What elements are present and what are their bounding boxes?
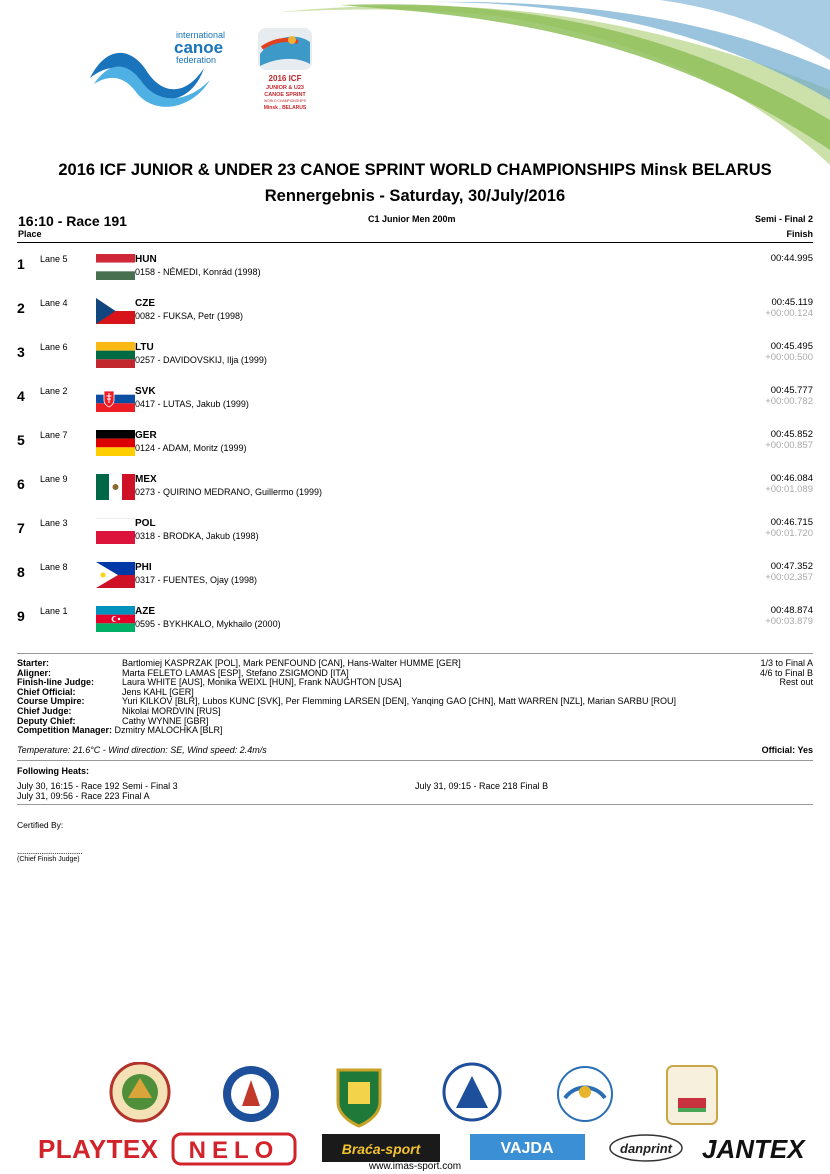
result-nation: LTU bbox=[135, 342, 154, 353]
following-heat: July 31, 09:56 - Race 223 Final A bbox=[17, 791, 150, 801]
result-gap: +00:00.124 bbox=[765, 308, 813, 319]
following-heat: July 31, 09:15 - Race 218 Final B bbox=[415, 781, 549, 791]
results-divider bbox=[17, 653, 813, 654]
result-lane: Lane 4 bbox=[40, 298, 68, 308]
header-swoosh-graphic bbox=[280, 0, 830, 165]
result-gap: +00:03.879 bbox=[765, 616, 813, 627]
footer-url: www.imas-sport.com bbox=[368, 1161, 462, 1172]
result-athlete: 0417 - LUTAS, Jakub (1999) bbox=[135, 399, 249, 409]
official-role: Aligner: bbox=[17, 667, 52, 678]
result-row bbox=[0, 474, 830, 518]
result-place: 2 bbox=[17, 300, 25, 316]
result-athlete: 0257 - DAVIDOVSKIJ, Ilja (1999) bbox=[135, 355, 267, 365]
result-row bbox=[0, 606, 830, 650]
result-athlete: 0318 - BRODKA, Jakub (1998) bbox=[135, 531, 259, 541]
result-nation: POL bbox=[135, 518, 156, 529]
federation-emblem-6 bbox=[667, 1066, 717, 1124]
following-heat: July 30, 16:15 - Race 192 Semi - Final 3 bbox=[17, 781, 178, 791]
result-lane: Lane 5 bbox=[40, 254, 68, 264]
federation-emblem-3 bbox=[338, 1070, 380, 1126]
icf-logo bbox=[88, 26, 240, 112]
sponsor-braca-sport: Braća-sport bbox=[341, 1141, 421, 1157]
official-role: Deputy Chief: bbox=[17, 715, 76, 726]
result-row bbox=[0, 342, 830, 386]
following-heats-title: Following Heats: bbox=[17, 766, 89, 776]
official-role: Finish-line Judge: bbox=[17, 677, 95, 688]
result-athlete: 0317 - FUENTES, Ojay (1998) bbox=[135, 575, 258, 585]
heats-divider bbox=[17, 804, 813, 805]
result-time: 00:45.777 bbox=[770, 385, 813, 396]
flag-mexico-icon bbox=[96, 474, 135, 500]
official-competition-manager bbox=[17, 726, 223, 736]
official-status: Official: Yes bbox=[761, 745, 813, 755]
result-time: 00:48.874 bbox=[770, 605, 813, 616]
event-name: C1 Junior Men 200m bbox=[368, 214, 456, 224]
result-place: 7 bbox=[17, 520, 25, 536]
sponsor-vajda: VAJDA bbox=[500, 1140, 554, 1157]
result-athlete: 0158 - NÉMEDI, Konrád (1998) bbox=[135, 267, 261, 277]
weather-info: Temperature: 21.6°C - Wind direction: SE, Wind speed: 2.4m/s bbox=[17, 745, 267, 755]
championship-logo-line5: Minsk , BELARUS bbox=[263, 105, 307, 111]
progression-rule: Rest out bbox=[779, 677, 813, 688]
document-subtitle: Rennergebnis - Saturday, 30/July/2016 bbox=[264, 187, 566, 205]
result-place: 3 bbox=[17, 344, 25, 360]
official-names: Nikolai MORDVIN [RUS] bbox=[122, 706, 221, 716]
flag-germany-icon bbox=[96, 430, 135, 456]
result-time: 00:46.715 bbox=[770, 517, 813, 528]
result-lane: Lane 8 bbox=[40, 562, 68, 572]
result-place: 4 bbox=[17, 388, 25, 404]
certified-by-label: Certified By: bbox=[17, 820, 64, 830]
result-row bbox=[0, 254, 830, 298]
championship-logo-line4: WORLD CHAMPIONSHIPS bbox=[263, 99, 307, 103]
result-place: 8 bbox=[17, 564, 25, 580]
flag-philippines-icon bbox=[96, 562, 135, 588]
result-time: 00:46.084 bbox=[770, 473, 813, 484]
official-names: Bartlomiej KASPRZAK [POL], Mark PENFOUND [CAN], Hans-Walter HUMME [GER] bbox=[122, 658, 461, 668]
flag-poland-icon bbox=[96, 518, 135, 544]
official-names: Laura WHITE [AUS], Monika WEIXL [HUN], Frank NAUGHTON [USA] bbox=[122, 677, 402, 688]
result-gap: +00:00.500 bbox=[765, 352, 813, 363]
championship-logo bbox=[252, 26, 318, 114]
official-names: Cathy WYNNE [GBR] bbox=[122, 715, 209, 726]
result-row bbox=[0, 518, 830, 562]
result-gap: +00:00.782 bbox=[765, 396, 813, 407]
championship-logo-line3: CANOE SPRINT bbox=[264, 92, 306, 98]
progression-rule: 4/6 to Final B bbox=[759, 667, 813, 678]
official-role: Course Umpire: bbox=[17, 696, 85, 707]
result-row bbox=[0, 430, 830, 474]
chief-finish-judge-label: (Chief Finish Judge) bbox=[17, 856, 80, 863]
result-athlete: 0595 - BYKHKALO, Mykhailo (2000) bbox=[135, 619, 281, 629]
flag-lithuania-icon bbox=[96, 342, 135, 368]
result-place: 1 bbox=[17, 256, 25, 272]
result-lane: Lane 1 bbox=[40, 606, 68, 616]
result-place: 9 bbox=[17, 608, 25, 624]
official-names: Jens KAHL [GER] bbox=[122, 686, 194, 697]
championship-logo-line2: JUNIOR & U23 bbox=[266, 85, 304, 91]
document-title: 2016 ICF JUNIOR & UNDER 23 CANOE SPRINT WORLD CHAMPIONSHIPS Minsk BELARUS bbox=[58, 161, 772, 179]
result-lane: Lane 7 bbox=[40, 430, 68, 440]
result-lane: Lane 3 bbox=[40, 518, 68, 528]
result-row bbox=[0, 386, 830, 430]
result-gap: +00:00.857 bbox=[765, 440, 813, 451]
flag-hungary-icon bbox=[96, 254, 135, 280]
result-place: 6 bbox=[17, 476, 25, 492]
result-row bbox=[0, 298, 830, 342]
result-nation: PHI bbox=[135, 562, 152, 573]
race-time-number: 16:10 - Race 191 bbox=[18, 213, 127, 229]
result-nation: HUN bbox=[135, 254, 157, 265]
icf-logo-line2: canoe bbox=[174, 38, 224, 57]
result-gap: +00:01.089 bbox=[765, 484, 813, 495]
official-role: Chief Judge: bbox=[17, 706, 72, 716]
finish-column-label: Finish bbox=[786, 229, 813, 239]
icf-logo-line3: federation bbox=[176, 55, 217, 65]
result-time: 00:45.495 bbox=[770, 341, 813, 352]
official-role: Competition Manager: bbox=[17, 725, 113, 736]
sponsor-logos bbox=[30, 1062, 810, 1166]
result-athlete: 0082 - FUKSA, Petr (1998) bbox=[135, 311, 244, 321]
result-nation: CZE bbox=[135, 298, 155, 309]
race-phase: Semi - Final 2 bbox=[754, 214, 813, 224]
result-time: 00:45.852 bbox=[770, 429, 813, 440]
official-names: Marta FELETO LAMAS [ESP], Stefano ZSIGMOND [ITA] bbox=[122, 667, 349, 678]
result-athlete: 0273 - QUIRINO MEDRANO, Guillermo (1999) bbox=[135, 487, 323, 497]
sponsor-jantex: JANTEX bbox=[702, 1134, 805, 1164]
result-gap: +00:02.357 bbox=[765, 572, 813, 583]
sponsor-playtex: PLAYTEX bbox=[38, 1134, 158, 1164]
result-place: 5 bbox=[17, 432, 25, 448]
flag-azerbaijan-icon bbox=[96, 606, 135, 632]
result-nation: SVK bbox=[135, 386, 156, 397]
result-time: 00:47.352 bbox=[770, 561, 813, 572]
result-nation: MEX bbox=[135, 474, 157, 485]
progression-rule: 1/3 to Final A bbox=[760, 658, 813, 668]
official-role: Chief Official: bbox=[17, 686, 76, 697]
result-nation: GER bbox=[135, 430, 157, 441]
federation-emblem-4 bbox=[444, 1064, 500, 1120]
result-lane: Lane 6 bbox=[40, 342, 68, 352]
result-lane: Lane 2 bbox=[40, 386, 68, 396]
federation-emblem-1 bbox=[111, 1063, 169, 1121]
sponsor-danprint: danprint bbox=[620, 1141, 672, 1156]
icf-logo-line1: international bbox=[176, 30, 226, 40]
place-column-label: Place bbox=[18, 229, 42, 239]
result-athlete: 0124 - ADAM, Moritz (1999) bbox=[135, 443, 247, 453]
signature-line: ................................... bbox=[17, 846, 83, 856]
flag-czech-icon bbox=[96, 298, 135, 324]
result-nation: AZE bbox=[135, 606, 155, 617]
federation-emblem-2 bbox=[223, 1066, 279, 1122]
official-names: Dzmitry MALOCHKA [BLR] bbox=[114, 725, 223, 736]
official-names: Yuri KILKOV [BLR], Lubos KUNC [SVK], Per Flemming LARSEN [DEN], Yanqing GAO [CHN], Matt WARREN [NZL], Marian SARBU [ROU] bbox=[122, 696, 676, 707]
weather-divider bbox=[17, 760, 813, 761]
result-gap: +00:01.720 bbox=[765, 528, 813, 539]
official-course-umpire bbox=[17, 697, 676, 707]
result-time: 00:44.995 bbox=[770, 253, 813, 264]
official-role: Starter: bbox=[17, 658, 50, 668]
result-lane: Lane 9 bbox=[40, 474, 68, 484]
result-time: 00:45.119 bbox=[771, 297, 813, 308]
flag-slovakia-icon bbox=[96, 386, 135, 412]
header-divider bbox=[17, 242, 813, 243]
federation-emblem-5 bbox=[558, 1067, 612, 1121]
result-row bbox=[0, 562, 830, 606]
championship-logo-line1: 2016 ICF bbox=[268, 74, 302, 83]
sponsor-nelo: NELO bbox=[188, 1137, 280, 1164]
